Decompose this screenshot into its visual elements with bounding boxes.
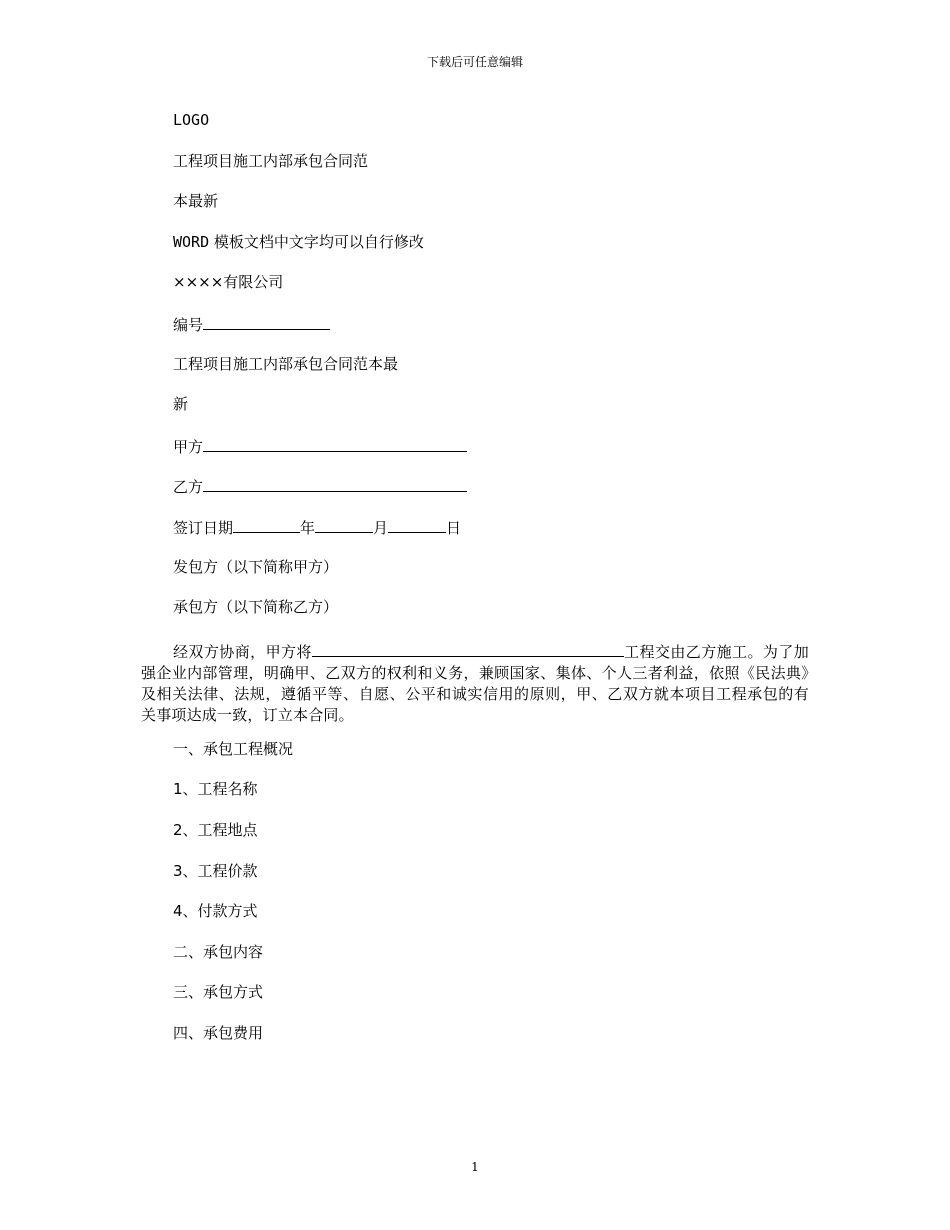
company-name: ××××有限公司 <box>173 273 284 292</box>
section-1-heading: 一、承包工程概况 <box>173 739 294 758</box>
intro-rest: 工程交由乙方施工。为了加强企业内部管理，明确甲、乙双方的权利和义务，兼顾国家、集体、个人三者利益，依照《民法典》及相关法律、法规，遵循平等、自愿、公平和诚实信用的原则，甲、乙双方就本项目工程承包的有关事项达成一致，订立本合同。 <box>141 642 809 724</box>
party-b-blank <box>203 475 467 492</box>
section-2-heading: 二、承包内容 <box>173 942 264 961</box>
document-body <box>141 110 809 1063</box>
number-label: 编号 <box>173 315 204 334</box>
item-3: 3、工程价款 <box>173 861 258 880</box>
month-blank <box>315 516 373 533</box>
page-header: 下载后可任意编辑 <box>426 55 523 69</box>
template-note-text: 模板文档中文字均可以自行修改 <box>209 232 424 251</box>
contract-title-line-1: 工程项目施工内部承包合同范本最 <box>173 354 399 373</box>
item-4: 4、付款方式 <box>173 902 258 921</box>
month-label: 月 <box>373 518 389 537</box>
intro-start: 经双方协商，甲方将 <box>173 642 312 661</box>
word-label: WORD <box>173 232 210 251</box>
party-b-field <box>141 475 809 516</box>
party-a-field <box>141 435 809 476</box>
contractor-line: 承包方（以下简称乙方） <box>173 598 339 617</box>
contract-title-line-2: 新 <box>173 395 189 414</box>
page-number: 1 <box>471 1160 479 1174</box>
sign-date-field <box>141 516 809 557</box>
employer-line: 发包方（以下简称甲方） <box>173 557 339 576</box>
sign-date-label: 签订日期 <box>173 518 234 537</box>
party-b-label: 乙方 <box>173 478 204 497</box>
day-label: 日 <box>446 518 462 537</box>
project-blank <box>312 640 624 657</box>
item-1: 1、工程名称 <box>173 780 258 799</box>
year-label: 年 <box>300 518 316 537</box>
section-4-heading: 四、承包费用 <box>173 1023 264 1042</box>
party-a-blank <box>203 435 467 452</box>
year-blank <box>233 516 300 533</box>
template-note <box>141 232 809 273</box>
intro-paragraph <box>141 640 809 726</box>
logo-text: LOGO <box>173 111 210 129</box>
day-blank <box>388 516 446 533</box>
item-2: 2、工程地点 <box>173 820 258 839</box>
document-title-line-1: 工程项目施工内部承包合同范 <box>173 151 369 170</box>
number-blank <box>203 313 330 330</box>
number-field <box>141 313 809 354</box>
document-title-line-2: 本最新 <box>173 192 219 211</box>
party-a-label: 甲方 <box>173 437 204 456</box>
section-3-heading: 三、承包方式 <box>173 983 264 1002</box>
